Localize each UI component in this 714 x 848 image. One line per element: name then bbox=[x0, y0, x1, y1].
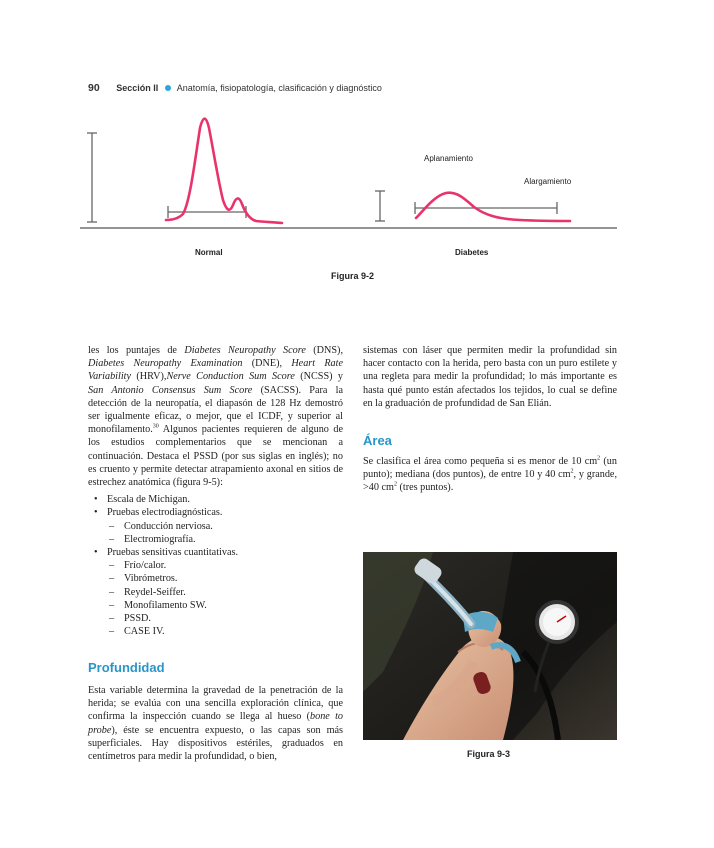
list-item: – Electromiografía. bbox=[88, 533, 343, 546]
normal-amplitude-bar bbox=[87, 133, 97, 222]
section-title: Anatomía, fisiopatología, clasificación y diagnóstico bbox=[176, 83, 382, 93]
left-column bbox=[88, 344, 343, 638]
list-item: • Pruebas electrodiagnósticas. bbox=[88, 506, 343, 519]
diabetes-amplitude-bar bbox=[375, 191, 385, 221]
figure-9-3-caption: Figura 9-3 bbox=[467, 749, 511, 759]
list-item: • Pruebas sensitivas cuantitativas. bbox=[88, 546, 343, 559]
list-item: – CASE IV. bbox=[88, 625, 343, 638]
diabetes-duration-bar bbox=[415, 202, 557, 214]
page-number: 90 bbox=[88, 82, 100, 94]
reference-marker: 30 bbox=[152, 423, 159, 430]
paragraph-area: Se clasifica el área como pequeña si es menor de 10 $cm^2$ (un punto); mediana (dos puntos), de entre 10 y 40 $cm^2$, y grande, >40 $cm^2$ (tres puntos). bbox=[363, 455, 618, 494]
right-column bbox=[363, 344, 617, 410]
lengthening-label: Alargamiento bbox=[524, 177, 572, 186]
left-column-depth bbox=[88, 684, 343, 763]
paragraph-depth: Esta variable determina la gravedad de la penetración de la herida; se evalúa con una sencilla exploración clínica, que confirma la inspección cuando se llega al hueso (bone to probe), éste se encuentra expuesto, o las capas son más superficiales. Hay dispositivos estériles, graduados en centímetros para medir la profundidad, o bien, bbox=[88, 685, 344, 763]
heading-area: Área bbox=[363, 433, 392, 448]
paragraph-neuropathy-scores: les los puntajes de Diabetes Neuropathy Score (DNS), Diabetes Neuropathy Examination (DNE), Heart Rate Variability (HRV),Nerve Conduction Sum Score (NCSS) y San Antonio Consensus Sum Score (SACSS). Para la detección de la neuropatía, el diapasón de 128 Hz demostró ser igualmente eficaz, o mejor, que el ICDF, y superior al monofilamento.$^{30}$ Algunos pacientes requieren de alguno de los estudios complementarios que se mencionan a continuación. Destaca el PSSD (por sus siglas en inglés); no es cruento y permite detectar atrapamiento axonal en sitios de estrechez anatómica (figura 9-5): bbox=[88, 345, 344, 489]
study-list bbox=[88, 493, 343, 638]
list-item: – Conducción nerviosa. bbox=[88, 520, 343, 533]
list-item: – Reydel-Seiffer. bbox=[88, 586, 343, 599]
paragraph-depth-cont: sistemas con láser que permiten medir la profundidad sin hacer contacto con la herida, pero basta con un puro estilete y una regleta para medir la profundidad; lo más importante es hasta qué punto están afectados los tejidos, lo cual se define en la graduación de profundidad de San Elián. bbox=[363, 345, 617, 409]
flattening-label: Aplanamiento bbox=[424, 154, 473, 163]
diabetes-label: Diabetes bbox=[455, 248, 489, 257]
right-column-area bbox=[363, 455, 617, 495]
normal-potential-curve bbox=[166, 119, 282, 223]
list-item: – Frío/calor. bbox=[88, 559, 343, 572]
list-item: – Monofilamento SW. bbox=[88, 599, 343, 612]
list-item: – Vibrómetros. bbox=[88, 572, 343, 585]
normal-label: Normal bbox=[195, 248, 223, 257]
list-item: – PSSD. bbox=[88, 612, 343, 625]
section-label: Sección II bbox=[116, 83, 159, 93]
figure-9-2-caption: Figura 9-2 bbox=[331, 271, 375, 281]
heading-depth: Profundidad bbox=[88, 660, 165, 675]
figure-9-2-diagram bbox=[0, 0, 714, 300]
list-item: • Escala de Michigan. bbox=[88, 493, 343, 506]
figure-9-3-photo bbox=[363, 552, 617, 740]
diabetes-potential-curve bbox=[416, 193, 570, 221]
